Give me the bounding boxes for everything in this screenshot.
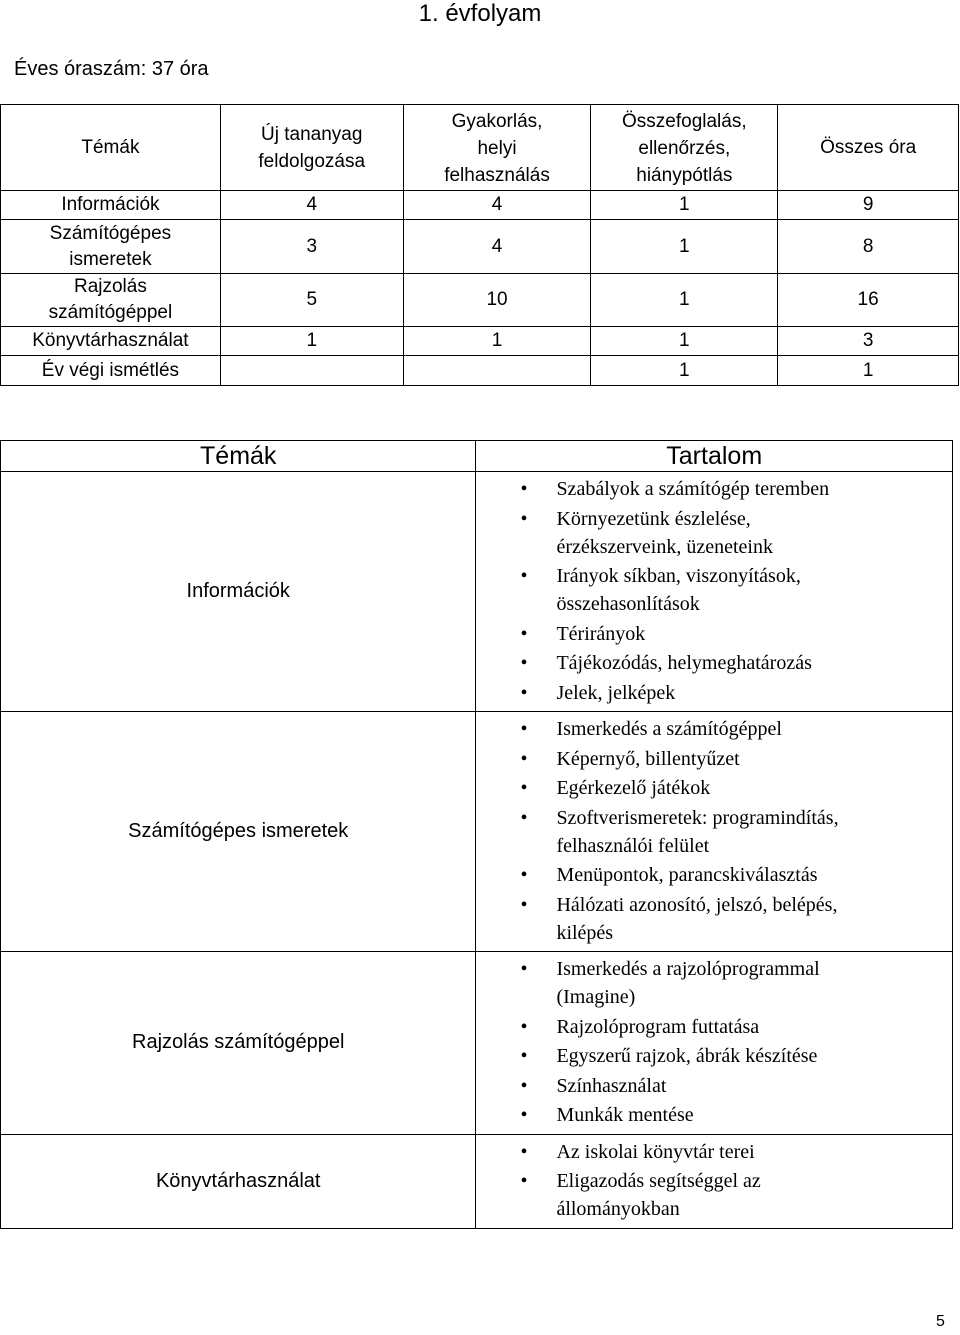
- content-list: [476, 475, 952, 707]
- topic-line: ismeretek: [69, 248, 152, 270]
- header-line: feldolgozása: [258, 150, 366, 172]
- hours-table-header: [1, 105, 959, 191]
- header-new-material: [220, 105, 403, 191]
- list-item-line: • Képernyő, billentyűzet: [556, 747, 740, 770]
- row-topic: [1, 274, 221, 327]
- list-item: [476, 861, 952, 889]
- section-content: [476, 712, 953, 952]
- header-line: Gyakorlás,: [451, 111, 543, 132]
- list-item: [476, 955, 952, 1011]
- list-item: [476, 891, 952, 947]
- section-topic: Információk: [1, 472, 476, 712]
- list-item: [476, 1042, 952, 1070]
- section-content: [476, 952, 953, 1135]
- content-list: [476, 715, 952, 947]
- cell-new: 3: [220, 220, 403, 274]
- row-topic: [1, 220, 221, 274]
- list-item-line: • Hálózati azonosító, jelszó, belépés,: [556, 893, 838, 916]
- content-section: [1, 472, 953, 712]
- list-item-line: érzékszerveink, üzeneteink: [556, 535, 773, 558]
- list-item-line: • Környezetünk észlelése,: [556, 507, 751, 530]
- list-item: [476, 804, 952, 860]
- list-item: [476, 1072, 952, 1100]
- cell-total: 16: [778, 274, 959, 327]
- header-line: Összefoglalás,: [622, 111, 747, 132]
- table-row: [1, 220, 959, 274]
- list-item: [476, 649, 952, 677]
- cell-total: 9: [778, 191, 959, 220]
- header-total: Összes óra: [778, 105, 959, 191]
- table-row: [1, 191, 959, 220]
- list-item: [476, 1138, 952, 1166]
- list-item-line: • Ismerkedés a rajzolóprogrammal: [556, 958, 820, 980]
- list-item: [476, 679, 952, 707]
- section-content: [476, 472, 953, 712]
- header-topics: Témák: [1, 105, 221, 191]
- list-item-line: • Az iskolai könyvtár terei: [556, 1140, 755, 1163]
- topic-line: számítógéppel: [48, 302, 173, 323]
- list-item-line: • Egérkezelő játékok: [556, 777, 711, 799]
- table-row: [1, 356, 959, 386]
- cell-total: 3: [778, 327, 959, 356]
- list-item-line: állományokban: [556, 1198, 680, 1220]
- list-item-line: • Egyszerű rajzok, ábrák készítése: [556, 1045, 818, 1067]
- page-number: 5: [936, 1313, 945, 1330]
- list-item-line: kilépés: [556, 921, 614, 944]
- list-item-line: • Irányok síkban, viszonyítások,: [556, 565, 801, 587]
- cell-total: 8: [778, 220, 959, 274]
- table-row: [1, 274, 959, 327]
- header-line: hiánypótlás: [636, 165, 733, 186]
- cell-practice: 4: [403, 191, 591, 220]
- cell-review: 1: [591, 191, 778, 220]
- cell-practice: 4: [403, 220, 591, 274]
- section-topic: Könyvtárhasználat: [1, 1134, 476, 1228]
- topic-line: Számítógépes: [49, 222, 172, 244]
- list-item: [476, 505, 952, 561]
- list-item-line: • Szabályok a számítógép teremben: [556, 478, 830, 500]
- page-title: 1. évfolyam: [418, 0, 542, 27]
- content-section: [1, 952, 953, 1135]
- list-item-line: • Szoftverismeretek: programindítás,: [556, 806, 839, 829]
- content-section: [1, 1134, 953, 1228]
- cell-new: [220, 356, 403, 386]
- list-item: [476, 1167, 952, 1223]
- list-item-line: • Tájékozódás, helymeghatározás: [556, 652, 812, 674]
- topic-line: Rajzolás: [73, 276, 147, 297]
- cell-practice: [403, 356, 591, 386]
- section-topic: Rajzolás számítógéppel: [1, 952, 476, 1135]
- cell-new: 1: [220, 327, 403, 356]
- header-line: Új tananyag: [261, 123, 363, 145]
- list-item: [476, 620, 952, 648]
- header-line: ellenőrzés,: [638, 138, 731, 159]
- list-item-line: (Imagine): [556, 986, 636, 1008]
- header-content: Tartalom: [476, 441, 953, 472]
- header-line: helyi: [477, 138, 517, 159]
- annual-hours: Éves óraszám: 37 óra: [14, 58, 209, 80]
- cell-new: 5: [220, 274, 403, 327]
- cell-practice: 10: [403, 274, 591, 327]
- cell-review: 1: [591, 274, 778, 327]
- cell-review: 1: [591, 220, 778, 274]
- header-line: felhasználás: [444, 165, 550, 186]
- list-item-line: • Jelek, jelképek: [556, 681, 676, 704]
- content-list: [476, 955, 952, 1129]
- list-item-line: összehasonlítások: [556, 593, 700, 615]
- content-list: [476, 1138, 952, 1224]
- row-topic: Információk: [1, 191, 221, 220]
- cell-total: 1: [778, 356, 959, 386]
- hours-table: [0, 104, 959, 386]
- header-topics: Témák: [1, 441, 476, 472]
- list-item: [476, 745, 952, 773]
- cell-practice: 1: [403, 327, 591, 356]
- list-item-line: • Munkák mentése: [556, 1104, 694, 1126]
- header-practice: [403, 105, 591, 191]
- content-section: [1, 712, 953, 952]
- section-topic: Számítógépes ismeretek: [1, 712, 476, 952]
- list-item-line: • Ismerkedés a számítógéppel: [556, 718, 782, 740]
- table-row: [1, 327, 959, 356]
- list-item-line: • Színhasználat: [556, 1074, 667, 1097]
- list-item-line: felhasználói felület: [556, 834, 710, 857]
- header-review: [591, 105, 778, 191]
- row-topic: Könyvtárhasználat: [1, 327, 221, 356]
- row-topic: Év végi ismétlés: [1, 356, 221, 386]
- list-item-line: • Rajzolóprogram futtatása: [556, 1015, 760, 1038]
- list-item: [476, 562, 952, 618]
- list-item-line: • Eligazodás segítséggel az: [556, 1170, 761, 1192]
- list-item: [476, 1013, 952, 1041]
- content-table-header: [1, 441, 953, 472]
- section-content: [476, 1134, 953, 1228]
- list-item-line: • Térirányok: [556, 622, 646, 645]
- list-item: [476, 1101, 952, 1129]
- content-table: [0, 440, 953, 1229]
- list-item-line: • Menüpontok, parancskiválasztás: [556, 864, 818, 886]
- list-item: [476, 475, 952, 503]
- cell-review: 1: [591, 356, 778, 386]
- list-item: [476, 715, 952, 743]
- cell-new: 4: [220, 191, 403, 220]
- cell-review: 1: [591, 327, 778, 356]
- list-item: [476, 774, 952, 802]
